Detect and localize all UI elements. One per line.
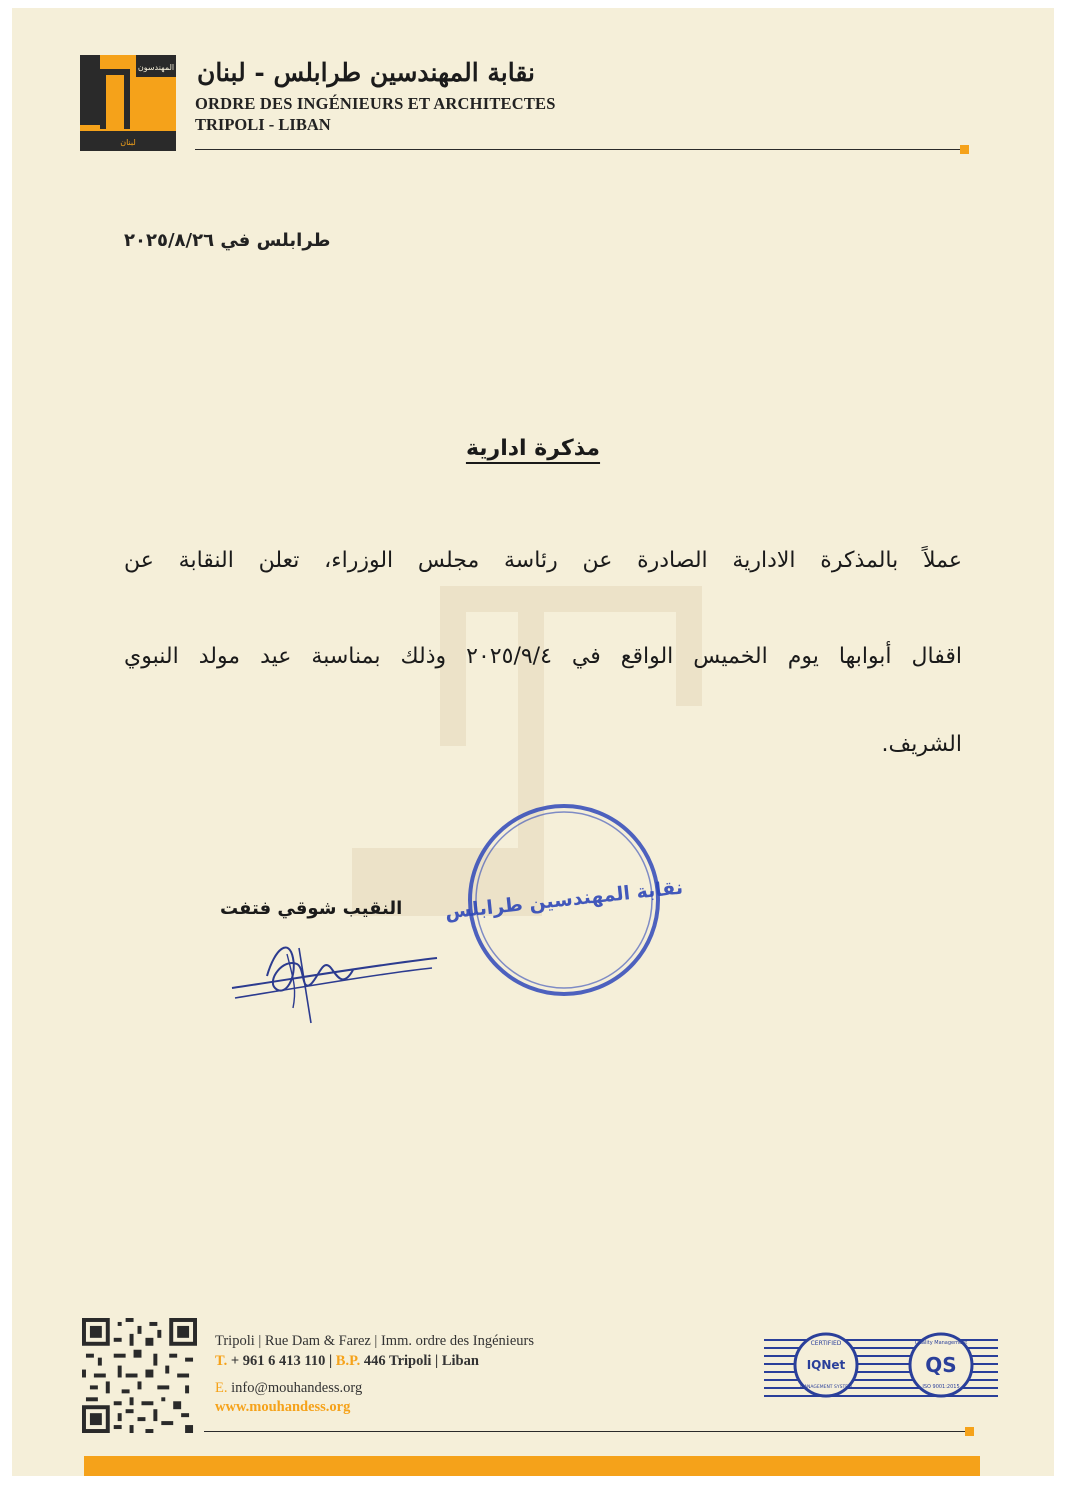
org-logo [80,55,176,151]
qs-badge-bottom-text: ISO 9001:2015 [922,1384,960,1390]
memo-paragraph-line: اقفال أبوابها يوم الخميس الواقع في ٢٠٢٥/٩/٤ وذلك بمناسبة عيد مولد النبوي [124,644,962,669]
memo-paragraph-line: الشريف. [881,732,962,757]
email-address[interactable]: info@mouhandess.org [231,1380,363,1396]
postal-box: 446 Tripoli | Liban [363,1353,479,1369]
logo-text-bottom: لبنان [120,138,136,147]
signatory-name: النقيب شوقي فتفت [220,898,403,919]
footer-phone-line: T. + 961 6 413 110 | B.P. 446 Tripoli | Liban [215,1353,479,1369]
memo-paragraph-line: عملاً بالمذكرة الادارية الصادرة عن رئاسة مجلس الوزراء، تعلن النقابة عن [124,548,962,573]
stamp-text: نقابة المهندسين طرابلس [443,876,685,924]
website-link[interactable]: www.mouhandess.org [215,1399,351,1415]
header-divider-accent [960,145,969,154]
qr-code[interactable] [82,1318,197,1433]
memo-date: طرابلس في ٢٠٢٥/٨/٢٦ [124,230,331,251]
bp-label: B.P. [335,1353,361,1369]
phone-label: T. [215,1353,228,1369]
certification-badges [764,1330,998,1400]
footer-address: Tripoli | Rue Dam & Farez | Imm. ordre des Ingénieurs [215,1333,534,1349]
footer-divider-accent [965,1427,974,1436]
iqnet-badge-bottom-text: MANAGEMENT SYSTEM [800,1385,852,1390]
iqnet-badge-top-text: CERTIFIED [810,1340,842,1347]
official-stamp [443,800,685,1000]
logo-text-top: المهندسون [137,63,175,72]
footer-divider [204,1431,966,1432]
document-page [12,8,1054,1476]
qs-badge-top-text: Quality Management [914,1340,968,1346]
phone-number[interactable]: + 961 6 413 110 [230,1353,326,1369]
header-divider [195,149,960,150]
org-location-french: TRIPOLI - LIBAN [195,115,331,134]
memo-subject-text: مذكرة ادارية [465,436,601,461]
email-label: E. [215,1380,228,1396]
org-name-arabic: نقابة المهندسين طرابلس - لبنان [197,58,535,87]
handwritten-signature [227,928,447,1028]
org-name-french: ORDRE DES INGÉNIEURS ET ARCHITECTES [195,94,556,113]
watermark-logo [440,586,702,612]
iqnet-badge-text: IQNet [806,1358,846,1372]
footer-email-line [215,1380,362,1397]
memo-subject [12,436,1054,461]
footer-accent-bar [84,1456,980,1476]
qs-badge-text: QS [925,1353,957,1377]
